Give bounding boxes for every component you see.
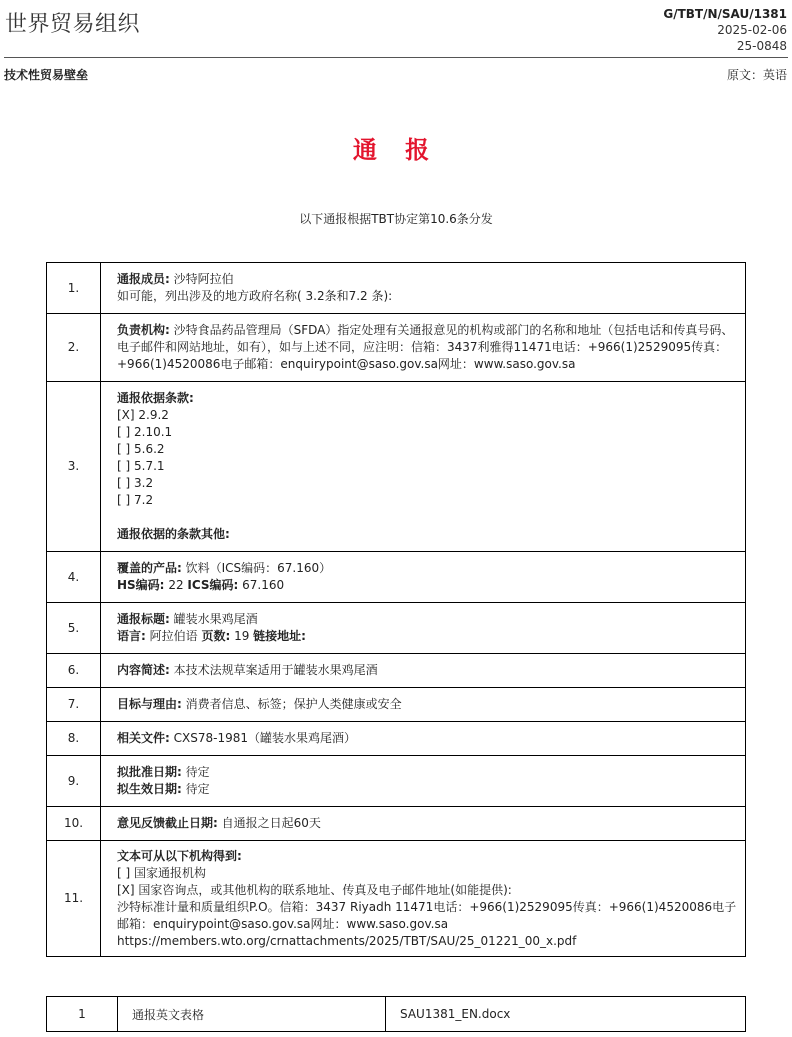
field-label: 通报标题: (117, 612, 170, 626)
row-number: 10. (47, 807, 101, 841)
row-content (101, 756, 746, 807)
field-value: 饮料（ICS编码：67.160） (181, 561, 332, 575)
row-number: 2. (47, 314, 101, 382)
table-row (47, 722, 746, 756)
table-row (47, 314, 746, 382)
field-note: 如可能，列出涉及的地方政府名称( 3.2条和7.2 条): (117, 289, 393, 303)
field-value: CXS78-1981（罐装水果鸡尾酒） (169, 731, 356, 745)
row-number: 9. (47, 756, 101, 807)
field-label: 通报依据条款: (117, 391, 194, 405)
row-content (101, 722, 746, 756)
table-row (47, 654, 746, 688)
row-content (101, 382, 746, 552)
option-item: [ ] 7.2 (117, 493, 154, 507)
field-label: 覆盖的产品: (117, 561, 182, 575)
field-value: 沙特食品药品管理局（SFDA）指定处理有关通报意见的机构或部门的名称和地址（包括电话和传真号码、电子邮件和网站地址，如有），如与上述不同，应注明：信箱：3437利雅得11471电话：+966(1)2529095传真：+966(1)4520086电子邮箱：enquirypoint@saso.gov.sa网址：www.saso.gov.sa (117, 323, 734, 371)
field-label: 文本可从以下机构得到: (117, 848, 242, 863)
table-row (47, 263, 746, 314)
org-name: 世界贸易组织 (5, 12, 141, 37)
spacer (117, 509, 741, 526)
doc-number: 25-0848 (736, 39, 787, 53)
row-number: 8. (47, 722, 101, 756)
page-title: 通 报 (352, 136, 440, 164)
option-item: [ ] 3.2 (117, 476, 154, 490)
field-label: 页数: (201, 629, 231, 643)
original-language: 原文：英语 (726, 68, 787, 82)
committee-name: 技术性贸易壁垒 (4, 68, 89, 82)
row-content (101, 654, 746, 688)
field-label: 目标与理由: (117, 697, 182, 711)
attachment-number: 1 (47, 997, 118, 1032)
table-row (47, 552, 746, 603)
field-label: 通报依据的条款其他: (117, 527, 230, 541)
attachment-description: 通报英文表格 (118, 997, 386, 1032)
option-item: [X] 2.9.2 (117, 408, 169, 422)
field-value: 本技术法规草案适用于罐装水果鸡尾酒 (169, 663, 378, 677)
row-number: 7. (47, 688, 101, 722)
row-number: 11. (47, 841, 101, 957)
field-value: 待定 (181, 765, 210, 779)
field-label: HS编码: (117, 578, 165, 592)
row-number: 4. (47, 552, 101, 603)
field-value: 19 (230, 629, 254, 643)
field-label: 内容简述: (117, 663, 170, 677)
field-value: 沙特标准计量和质量组织P.O。信箱：3437 Riyadh 11471电话：+966(1)2529095传真：+966(1)4520086电子邮箱：enquirypoint@saso.gov.sa网址：www.saso.gov.sa (117, 899, 737, 931)
row-content (101, 263, 746, 314)
field-label: 意见反馈截止日期: (117, 816, 218, 830)
field-label: 语言: (117, 629, 146, 643)
attachment-file-link[interactable]: SAU1381_EN.docx (386, 997, 746, 1032)
field-label: 通报成员: (117, 272, 170, 286)
field-value: 自通报之日起60天 (217, 816, 321, 830)
row-content (101, 603, 746, 654)
row-number: 1. (47, 263, 101, 314)
table-row (47, 603, 746, 654)
option-item: [ ] 2.10.1 (117, 425, 173, 439)
row-content (101, 688, 746, 722)
field-value: 22 (164, 578, 188, 592)
table-row (47, 997, 746, 1032)
header-divider (4, 57, 788, 58)
row-number: 5. (47, 603, 101, 654)
attachment-table (46, 996, 746, 1032)
row-content (101, 807, 746, 841)
field-label: 相关文件: (117, 731, 170, 745)
field-value: [ ] 国家通报机构 (117, 865, 206, 880)
row-content (101, 314, 746, 382)
option-item: [ ] 5.6.2 (117, 442, 165, 456)
field-value: 消费者信息、标签；保护人类健康或安全 (181, 697, 402, 711)
field-label: 负责机构: (117, 323, 170, 337)
field-value: 67.160 (238, 578, 285, 592)
row-number: 6. (47, 654, 101, 688)
doc-code: G/TBT/N/SAU/1381 (663, 7, 787, 21)
row-content (101, 841, 746, 957)
doc-meta (663, 6, 787, 54)
row-number: 3. (47, 382, 101, 552)
doc-date: 2025-02-06 (717, 23, 787, 37)
field-value: 罐装水果鸡尾酒 (169, 612, 258, 626)
field-label: ICS编码: (187, 578, 239, 592)
notification-table (46, 262, 746, 957)
table-row (47, 841, 746, 957)
field-label: 拟批准日期: (117, 765, 182, 779)
field-value: 阿拉伯语 (145, 629, 202, 643)
field-label: 链接地址: (253, 629, 306, 643)
table-row (47, 807, 746, 841)
field-label: 拟生效日期: (117, 782, 182, 796)
row-content (101, 552, 746, 603)
document-link[interactable]: https://members.wto.org/crnattachments/2025/TBT/SAU/25_01221_00_x.pdf (117, 933, 577, 948)
table-row (47, 382, 746, 552)
table-row (47, 756, 746, 807)
intro-text: 以下通报根据TBT协定第10.6条分发 (299, 212, 493, 226)
field-value: 待定 (181, 782, 210, 796)
option-item: [ ] 5.7.1 (117, 459, 165, 473)
table-row (47, 688, 746, 722)
field-value: 沙特阿拉伯 (169, 272, 234, 286)
field-value: [X] 国家咨询点，或其他机构的联系地址、传真及电子邮件地址(如能提供): (117, 882, 512, 897)
